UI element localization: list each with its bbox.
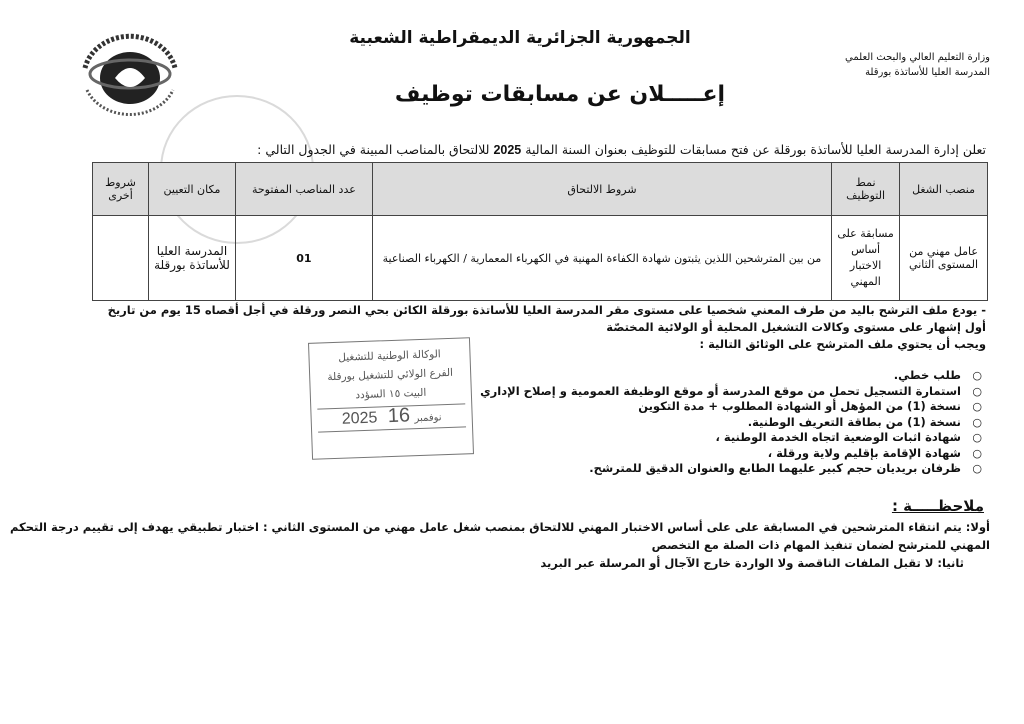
documents-intro: ويجب أن يحتوي ملف المترشح على الوثائق التالية : — [699, 337, 986, 351]
cell-conditions: من بين المترشحين اللذين يثبتون شهادة الكفاءة المهنية في الكهرباء المعمارية / الكهرباء الصناعية — [372, 216, 831, 301]
cell-recruitment-mode: مسابقة على أساس الاختبار المهني — [832, 216, 900, 301]
list-item: ○ استمارة التسجيل تحمل من موقع المدرسة أو موقع الوظيفة العمومية و إصلاح الإداري — [480, 384, 979, 400]
list-item: ○ شهادة الإقامة بإقليم ولاية ورقلة ، — [480, 446, 979, 462]
ministry-header — [845, 50, 990, 80]
list-item: ○ ظرفان بريديان حجم كبير عليهما الطابع والعنوان الدقيق للمترشح. — [480, 461, 979, 477]
ministry-name: وزارة التعليم العالي والبحث العلمي — [845, 52, 990, 63]
stamp-line: البيت ١٥ السؤدد — [355, 386, 427, 402]
fiscal-year: 2025 — [493, 143, 522, 157]
stamp-line: الفرع الولائي للتشغيل بورقلة — [327, 366, 454, 384]
col-other-conditions: شروط أخرى — [93, 163, 149, 216]
col-open-positions: عدد المناصب المفتوحة — [235, 163, 372, 216]
cell-position: عامل مهني من المستوى الثاني — [900, 216, 988, 301]
col-position: منصب الشغل — [900, 163, 988, 216]
submission-paragraph: - يودع ملف الترشح باليد من طرف المعني شخصيا على مستوى مقر المدرسة العليا للأساتذة بورقلة الكائن بحي النصر ورقلة في أجل أقصاه 15 يوم من تاريخ — [107, 303, 986, 317]
col-recruitment-mode: نمط التوظيف — [832, 163, 900, 216]
col-conditions: شروط الالتحاق — [372, 163, 831, 216]
announcement-headline: إعـــــلان عن مسابقات توظيف — [394, 82, 726, 107]
cell-location: المدرسة العليا للأساتذة بورقلة — [149, 216, 236, 301]
note-second: ثانيا: لا تقبل الملفات الناقصة ولا الواردة خارج الآجال أو المرسلة عبر البريد — [540, 556, 964, 570]
cell-other-conditions — [93, 216, 149, 301]
notes-title: ملاحظـــــة : — [891, 497, 984, 515]
submission-paragraph-cont: أول إشهار على مستوى وكالات التشغيل المحلية أو الولائية المختصّة — [606, 320, 986, 334]
stamp-date — [317, 403, 466, 432]
list-item: ○ طلب خطي. — [480, 368, 979, 384]
col-location: مكان التعيين — [149, 163, 236, 216]
stamp-line: الوكالة الوطنية للتشغيل — [338, 348, 441, 364]
list-item: ○ نسخة (1) من بطاقة التعريف الوطنية. — [480, 415, 979, 431]
list-item: ○ نسخة (1) من المؤهل أو الشهادة المطلوب + مدة التكوين — [480, 399, 979, 415]
note-first: أولا: يتم انتقاء المترشحين في المسابقة على على أساس الاختبار المهني للالتحاق بمنصب شغل عامل مهني من المستوى الثاني : اختبار تطبيقي يهدف إلى تقييم درجة التحكم — [10, 520, 990, 534]
list-item: ○ شهادة اثبات الوضعية اتجاه الخدمة الوطنية ، — [480, 430, 979, 446]
note-first-cont: المهني للمترشح لضمان تنفيذ المهام ذات الصلة مع التخصص — [651, 538, 990, 552]
stamp-day: 16 — [387, 404, 411, 428]
republic-title: الجمهورية الجزائرية الديمقراطية الشعبية — [349, 28, 691, 48]
intro-paragraph — [257, 142, 986, 157]
required-documents-list — [480, 368, 979, 477]
stamp-year: 2025 — [341, 409, 378, 428]
school-name: المدرسة العليا للأساتذة بورقلة — [865, 67, 990, 78]
table-header-row — [93, 163, 988, 216]
intro-text-end: للالتحاق بالمناصب المبينة في الجدول التالي : — [257, 142, 490, 157]
school-logo — [75, 28, 185, 120]
cell-open-positions: 01 — [235, 216, 372, 301]
intro-text: تعلن إدارة المدرسة العليا للأساتذة بورقلة عن فتح مسابقات للتوظيف بعنوان السنة المالية — [525, 142, 986, 157]
positions-table — [92, 162, 988, 301]
table-row — [93, 216, 988, 301]
employment-agency-stamp — [308, 337, 474, 460]
stamp-month: نوفمبر — [414, 412, 442, 425]
